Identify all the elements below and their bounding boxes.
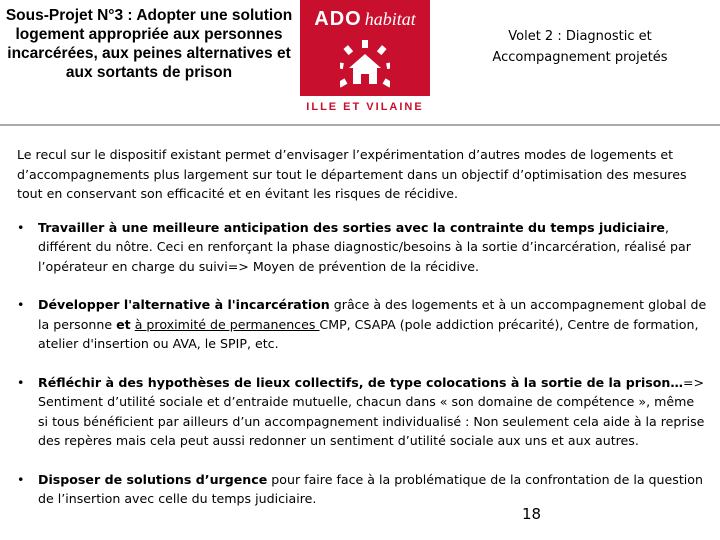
volet-heading xyxy=(460,26,700,68)
bullet-icon: • xyxy=(17,471,25,487)
list-item xyxy=(17,295,707,354)
bullet-bold: Développer l'alternative à l'incarcération xyxy=(38,297,330,312)
bullet-underlined: à proximité de permanences xyxy=(134,316,320,332)
bullet-text: => Sentiment d’utilité sociale et d’entraide mutuelle, chacun dans « son domaine de compétence », même si tous bénéficient par ailleurs d’un accompagnement individualisé : Non seulement cela aide à la reprise des repères mais cela peut aussi redonner un sentiment d’utilité sociale aux uns et aux autres. xyxy=(38,374,705,448)
list-item xyxy=(17,218,707,277)
bullet-bold: Travailler à une meilleure anticipation des sorties avec la contrainte du temps judiciaire xyxy=(38,219,665,235)
volet-line-2: Accompagnement projetés xyxy=(492,50,668,65)
bullet-text: pour faire face à la problématique de la confrontation de la question de l’insertion avec celle du temps judiciaire. xyxy=(38,471,703,506)
bullet-bold: Réfléchir à des hypothèses de lieux collectifs, de type colocations à la sortie de la prison… xyxy=(38,374,683,390)
bullet-icon: • xyxy=(17,374,25,390)
logo-brand-text: ADO xyxy=(314,8,362,30)
logo-subtitle: ILLE ET VILAINE xyxy=(306,101,424,113)
bullet-text: grâce à des logements et à un accompagnement global de la personne xyxy=(38,297,707,332)
page-number: 18 xyxy=(522,505,542,523)
list-item xyxy=(17,373,707,451)
bullet-icon: • xyxy=(17,297,25,312)
bullet-bold-2: et xyxy=(116,316,131,332)
bullet-bold: Disposer de solutions d’urgence xyxy=(38,471,268,487)
logo-brand-script: habitat xyxy=(364,9,416,29)
bullet-icon: • xyxy=(17,219,25,235)
bullet-list xyxy=(17,218,707,509)
sun-house-icon xyxy=(340,40,390,92)
bullet-text-3: CMP, CSAPA (pole addiction précarité), Centre de formation, atelier d'insertion ou AVA, le SPIP, etc. xyxy=(38,316,699,351)
list-item xyxy=(17,470,707,509)
ado-habitat-logo xyxy=(300,0,430,122)
volet-line-1: Volet 2 : Diagnostic et xyxy=(508,29,652,44)
page-title: Sous-Projet N°3 : Adopter une solution logement appropriée aux personnes incarcérées, aux peines alternatives et aux sortants de prison xyxy=(5,7,293,81)
header-divider xyxy=(0,124,720,126)
main-content xyxy=(17,145,707,528)
intro-paragraph: Le recul sur le dispositif existant permet d’envisager l’expérimentation d’autres modes de logements et d’accompagnements plus largement sur tout le département dans un objectif d’optimisation des mesures tout en conservant son efficacité et en évitant les risques de récidive. xyxy=(17,147,687,201)
bullet-text: , différent du nôtre. Ceci en renforçant la phase diagnostic/besoins à la sortie d’incarcération, réalisé par l’opérateur en charge du suivi=> Moyen de prévention de la récidive. xyxy=(38,219,691,274)
